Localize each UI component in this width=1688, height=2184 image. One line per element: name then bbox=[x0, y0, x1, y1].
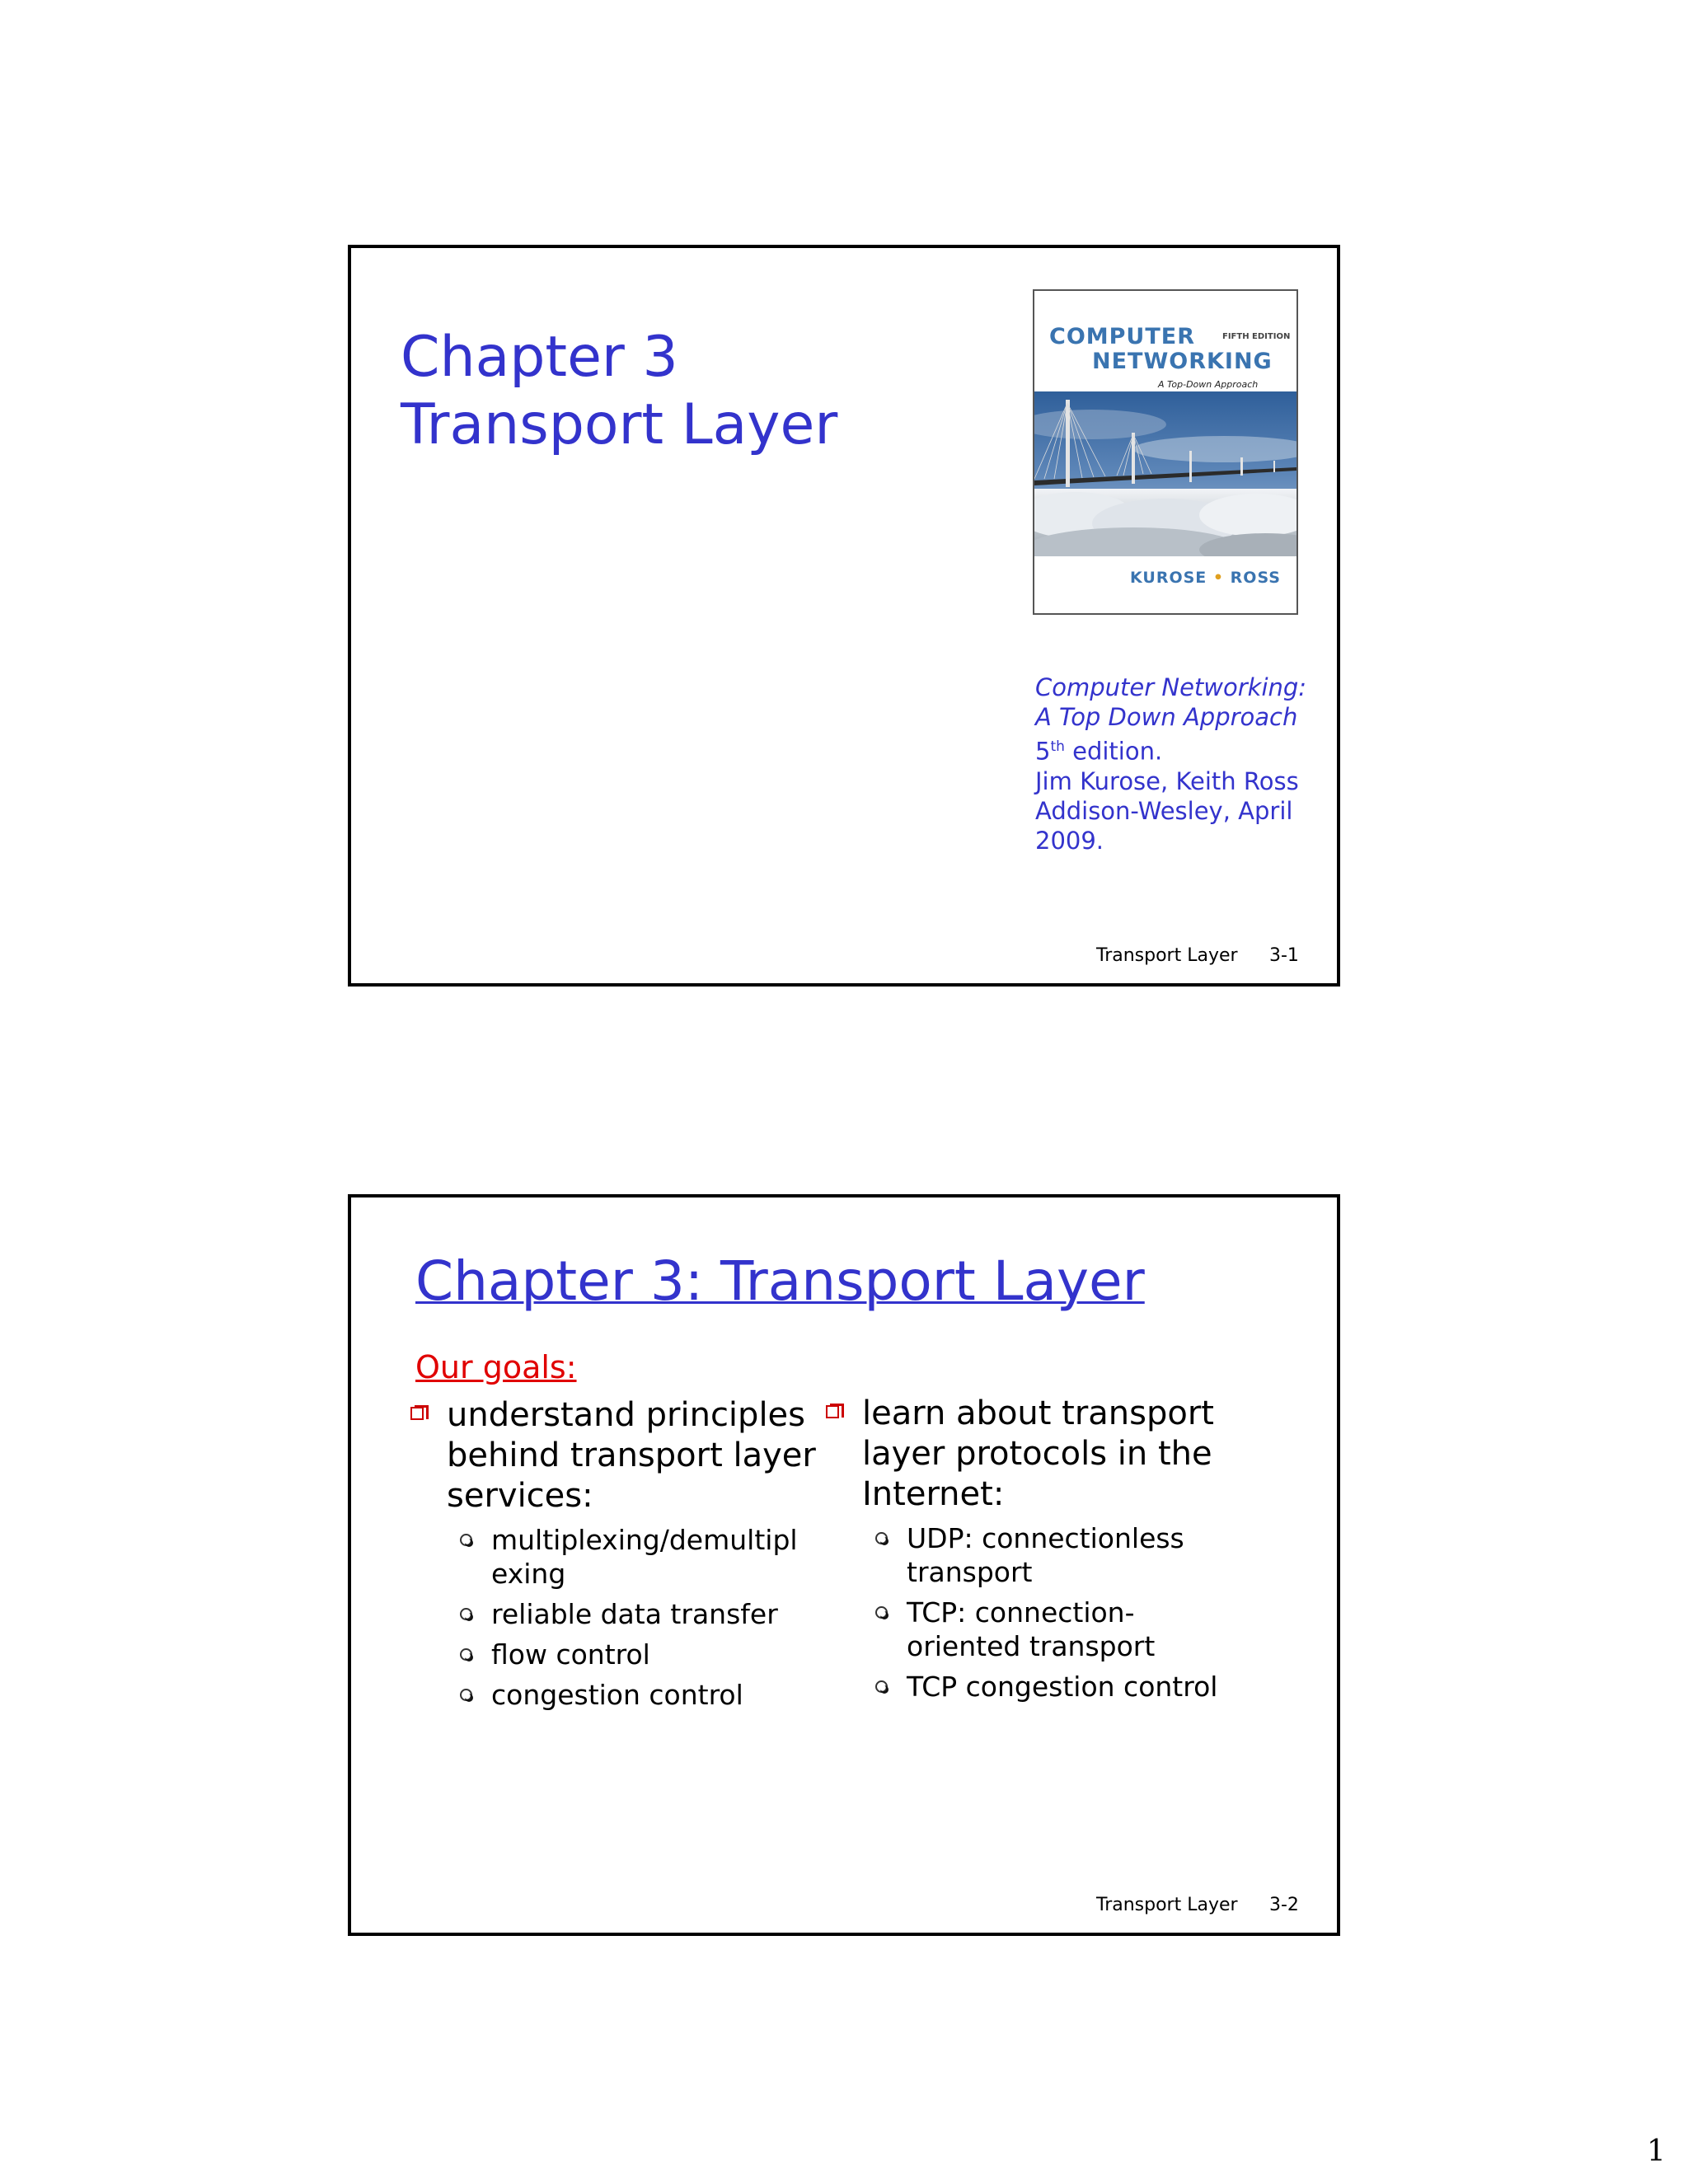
circle-bullet-icon bbox=[875, 1680, 888, 1693]
cover-word-computer: COMPUTER bbox=[1049, 324, 1196, 349]
list-item bbox=[458, 1638, 821, 1671]
slide-1-title-line1: Chapter 3 bbox=[401, 325, 678, 390]
slide-1-footer-label: Transport Layer bbox=[1096, 945, 1238, 966]
checkbox-bullet-icon bbox=[826, 1405, 839, 1418]
cover-edition: FIFTH EDITION bbox=[1222, 332, 1291, 341]
cover-bridge-photo bbox=[1034, 391, 1296, 556]
circle-bullet-icon bbox=[875, 1606, 888, 1619]
checkbox-bullet-icon bbox=[410, 1407, 424, 1420]
list-item bbox=[458, 1597, 821, 1631]
book-publisher: Addison-Wesley, April bbox=[1035, 796, 1293, 825]
right-sub-list bbox=[824, 1521, 1236, 1704]
goals-heading: Our goals: bbox=[415, 1349, 577, 1385]
circle-bullet-icon bbox=[460, 1608, 472, 1620]
list-item-text: TCP congestion control bbox=[907, 1671, 1218, 1703]
list-item-text: multiplexing/demultipl exing bbox=[491, 1524, 798, 1590]
book-edition bbox=[1035, 732, 1307, 766]
page-number: 1 bbox=[1647, 2135, 1666, 2168]
cover-authors bbox=[1130, 569, 1281, 587]
edition-text: edition. bbox=[1064, 737, 1163, 766]
list-item bbox=[458, 1523, 821, 1591]
book-title-line1: Computer Networking: bbox=[1035, 673, 1307, 701]
list-item bbox=[874, 1521, 1236, 1589]
list-item-text: TCP: connection-oriented transport bbox=[907, 1596, 1156, 1662]
slide-2 bbox=[348, 1194, 1340, 1936]
book-authors: Jim Kurose, Keith Ross bbox=[1035, 766, 1299, 795]
cover-word-networking: NETWORKING bbox=[1092, 349, 1273, 374]
bridge-illustration bbox=[1034, 391, 1296, 556]
circle-bullet-icon bbox=[460, 1534, 472, 1546]
left-column bbox=[409, 1395, 821, 1718]
bullet-text: understand principles behind transport layer services: bbox=[447, 1396, 816, 1515]
circle-bullet-icon bbox=[460, 1648, 472, 1661]
slide-2-title: Chapter 3: Transport Layer bbox=[415, 1249, 1145, 1313]
edition-number: 5 bbox=[1035, 737, 1051, 766]
book-year: 2009. bbox=[1035, 826, 1104, 855]
list-item bbox=[874, 1670, 1236, 1704]
list-item-text: UDP: connectionless transport bbox=[907, 1522, 1184, 1588]
list-item-text: reliable data transfer bbox=[491, 1598, 778, 1630]
list-item-text: congestion control bbox=[491, 1679, 743, 1711]
book-citation bbox=[1035, 673, 1307, 855]
list-item-text: flow control bbox=[491, 1638, 650, 1671]
edition-superscript: th bbox=[1050, 738, 1065, 755]
bullet-understand-principles bbox=[409, 1395, 821, 1516]
slide-2-footer-number: 3-2 bbox=[1269, 1895, 1299, 1915]
cover-author-ross: ROSS bbox=[1230, 569, 1281, 587]
bullet-learn-protocols bbox=[824, 1394, 1236, 1515]
list-item bbox=[458, 1678, 821, 1712]
book-cover-image bbox=[1033, 289, 1298, 615]
slide-1-title bbox=[401, 324, 837, 459]
bullet-text: learn about transport layer protocols in the Internet: bbox=[862, 1394, 1214, 1513]
cover-author-kurose: KUROSE bbox=[1130, 569, 1207, 587]
circle-bullet-icon bbox=[875, 1532, 888, 1544]
book-title-line2: A Top Down Approach bbox=[1035, 703, 1298, 731]
circle-bullet-icon bbox=[460, 1689, 472, 1701]
cover-subtitle: A Top-Down Approach bbox=[1158, 379, 1259, 390]
right-column bbox=[824, 1394, 1236, 1710]
slide-1-title-line2: Transport Layer bbox=[401, 392, 838, 457]
slide-1 bbox=[348, 245, 1340, 987]
slide-1-footer-number: 3-1 bbox=[1269, 945, 1299, 966]
left-sub-list bbox=[409, 1523, 821, 1712]
cover-author-separator: • bbox=[1212, 569, 1225, 587]
slide-2-footer-label: Transport Layer bbox=[1096, 1895, 1238, 1915]
list-item bbox=[874, 1596, 1236, 1663]
